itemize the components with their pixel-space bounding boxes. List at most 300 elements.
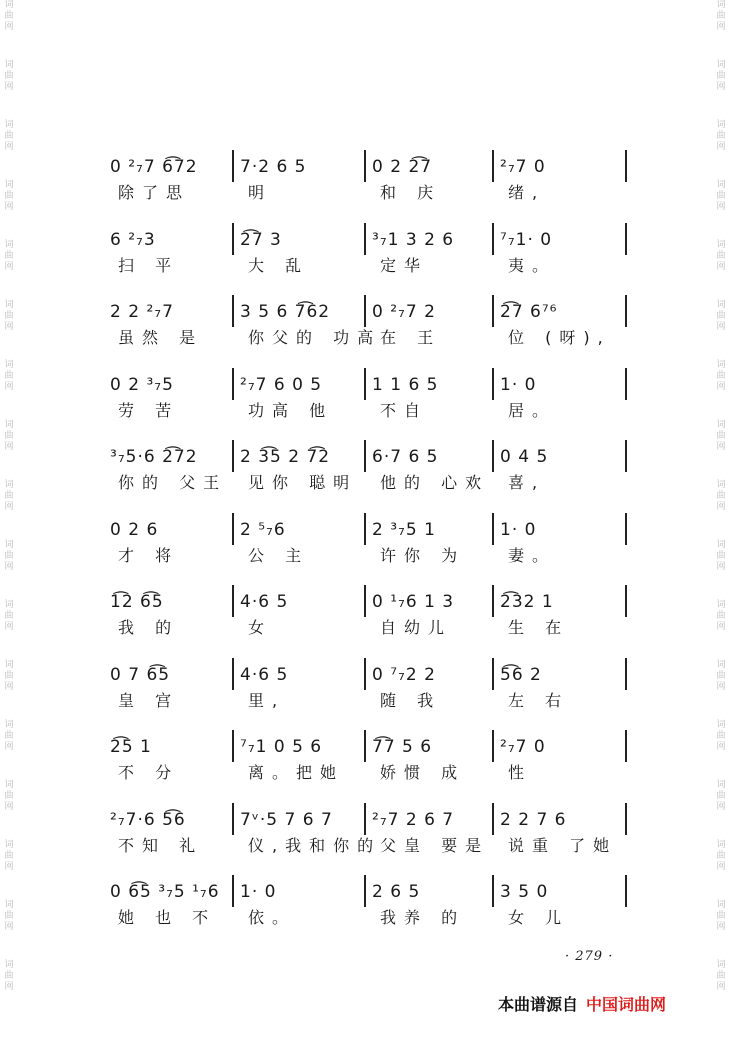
lyric-segment: 女 儿: [508, 908, 570, 927]
lyric-segment: 绪,: [508, 183, 546, 202]
bar-line: [625, 295, 627, 327]
watermark-char: 网: [4, 682, 14, 692]
measure-notes: 0 2 6: [110, 519, 159, 540]
watermark-char: 网: [716, 682, 726, 692]
bar-line: [232, 150, 234, 182]
bar-line: [492, 585, 494, 617]
watermark-unit: [2, 180, 16, 240]
watermark-char: 网: [4, 862, 14, 872]
lyric-segment: 除了思: [118, 183, 191, 202]
watermark-char: 词: [716, 480, 726, 490]
notes-line: [110, 438, 620, 472]
watermark-char: 曲: [716, 431, 726, 441]
notes-line: [110, 583, 620, 617]
watermark-char: 词: [4, 780, 14, 790]
measure-notes: 0 ¹₇6 1 3: [372, 592, 455, 612]
bar-line: [232, 513, 234, 545]
measure-notes: 0 ⁷₇2 2: [372, 664, 436, 685]
measure-notes: 2͡32 1: [500, 592, 554, 612]
measure-notes: 2͡7 3: [240, 229, 282, 250]
watermark-char: 网: [4, 382, 14, 392]
bar-line: [364, 513, 366, 545]
watermark-char: 曲: [4, 791, 14, 801]
lyric-segment: 娇惯 成: [380, 763, 466, 782]
watermark-char: 网: [4, 262, 14, 272]
watermark-char: 网: [4, 82, 14, 92]
watermark-char: 词: [4, 240, 14, 250]
watermark-char: 网: [4, 142, 14, 152]
lyrics-line: [110, 543, 620, 569]
measure-notes: ³₇1 3 2 6: [372, 229, 455, 250]
score-row: [100, 728, 640, 798]
watermark-char: 网: [4, 922, 14, 932]
bar-line: [232, 658, 234, 690]
watermark-char: 词: [4, 420, 14, 430]
watermark-char: 曲: [4, 251, 14, 261]
watermark-char: 曲: [716, 971, 726, 981]
watermark-char: 网: [716, 802, 726, 812]
watermark-unit: [714, 180, 728, 240]
watermark-unit: [714, 900, 728, 960]
lyric-segment: 说重 了她: [508, 835, 618, 855]
watermark-unit: [714, 420, 728, 480]
lyric-segment: 不 分: [118, 763, 180, 782]
watermark-char: 曲: [4, 851, 14, 861]
lyric-segment: 我 的: [118, 618, 180, 637]
measure-notes: 4·6 5: [240, 592, 289, 612]
watermark-char: 曲: [716, 71, 726, 81]
watermark-char: 词: [4, 900, 14, 910]
measure-notes: ²₇7·6 5͡6: [110, 809, 186, 830]
watermark-char: 词: [716, 0, 726, 10]
bar-line: [625, 368, 627, 400]
lyric-segment: 自幼儿: [380, 618, 453, 637]
watermark-unit: [2, 360, 16, 420]
measure-notes: 2 2 ²₇7: [110, 302, 174, 322]
measure-notes: 2 ³₇5 1: [372, 519, 436, 540]
source-credit: [498, 992, 666, 1015]
notes-line: [110, 511, 620, 545]
watermark-char: 曲: [4, 971, 14, 981]
lyric-segment: 功高 他: [248, 400, 334, 420]
watermark-unit: [2, 660, 16, 720]
measure-notes: 0 7 6͡5: [110, 664, 171, 685]
lyrics-line: [110, 760, 620, 786]
lyrics-line: [110, 325, 620, 351]
score-row: [100, 438, 640, 508]
bar-line: [625, 803, 627, 835]
bar-line: [364, 585, 366, 617]
watermark-unit: [2, 0, 16, 60]
measure-notes: ²₇7 0: [500, 157, 546, 177]
watermark-unit: [714, 840, 728, 900]
lyric-segment: 位 (呀),: [508, 328, 611, 347]
watermark-char: 曲: [716, 491, 726, 501]
bar-line: [364, 295, 366, 327]
measure-notes: 0 ²₇7 6͡72: [110, 157, 198, 177]
watermark-unit: [714, 60, 728, 120]
watermark-unit: [714, 720, 728, 780]
lyric-segment: 她 也 不: [118, 908, 217, 927]
watermark-char: 词: [716, 780, 726, 790]
lyric-segment: 劳 苦: [118, 400, 180, 420]
measure-notes: 2͡7 6⁷⁶: [500, 302, 558, 322]
watermark-unit: [714, 780, 728, 840]
watermark-char: 网: [716, 742, 726, 752]
measure-notes: ²₇7 6 0 5: [240, 374, 323, 395]
watermark-unit: [714, 660, 728, 720]
watermark-char: 词: [4, 120, 14, 130]
notes-line: [110, 873, 620, 907]
measure-notes: ⁷₇1· 0: [500, 229, 553, 250]
watermark-char: 曲: [716, 11, 726, 21]
score-row: [100, 801, 640, 871]
lyrics-line: [110, 180, 620, 206]
lyric-segment: 喜,: [508, 473, 546, 492]
lyric-segment: 才 将: [118, 545, 180, 565]
lyric-segment: 在 王: [380, 328, 442, 347]
lyric-segment: 和 庆: [380, 183, 442, 202]
watermark-char: 词: [716, 720, 726, 730]
measure-notes: 3 5 6 7͡62: [240, 302, 331, 322]
watermark-char: 词: [716, 660, 726, 670]
bar-line: [232, 730, 234, 762]
lyric-segment: 你父的 功高: [248, 328, 382, 347]
bar-line: [625, 513, 627, 545]
lyric-segment: 见你 聪明: [248, 473, 358, 492]
watermark-char: 词: [4, 960, 14, 970]
watermark-char: 曲: [4, 131, 14, 141]
measure-notes: 2͡5 1: [110, 737, 152, 757]
score-row: [100, 511, 640, 581]
watermark-char: 词: [4, 60, 14, 70]
bar-line: [492, 440, 494, 472]
watermark-char: 网: [716, 922, 726, 932]
watermark-char: 曲: [716, 671, 726, 681]
watermark-unit: [2, 420, 16, 480]
lyrics-line: [110, 833, 620, 859]
watermark-char: 网: [4, 982, 14, 992]
bar-line: [364, 658, 366, 690]
watermark-char: 曲: [4, 431, 14, 441]
watermark-char: 曲: [716, 791, 726, 801]
lyrics-line: [110, 470, 620, 496]
watermark-char: 网: [716, 22, 726, 32]
measure-notes: 7͡7 5 6: [372, 737, 433, 757]
watermark-char: 词: [716, 240, 726, 250]
lyric-segment: 依。: [248, 908, 297, 927]
watermark-char: 网: [716, 502, 726, 512]
watermark-char: 网: [4, 742, 14, 752]
bar-line: [492, 730, 494, 762]
measure-notes: 0 2 ³₇5: [110, 374, 174, 395]
lyric-segment: 妻。: [508, 545, 557, 565]
bar-line: [364, 440, 366, 472]
lyric-segment: 你的 父王: [118, 473, 228, 492]
watermark-char: 网: [716, 322, 726, 332]
watermark-char: 词: [716, 360, 726, 370]
watermark-unit: [714, 480, 728, 540]
watermark-char: 词: [4, 540, 14, 550]
lyric-segment: 生 在: [508, 618, 570, 637]
bar-line: [492, 368, 494, 400]
measure-notes: 1 1 6 5: [372, 374, 439, 395]
watermark-char: 曲: [716, 551, 726, 561]
bar-line: [625, 150, 627, 182]
watermark-char: 网: [716, 142, 726, 152]
lyrics-line: [110, 688, 620, 714]
lyric-segment: 仪,我和你的: [248, 835, 382, 855]
watermark-char: 词: [716, 180, 726, 190]
watermark-char: 网: [716, 442, 726, 452]
lyric-segment: 父皇 要是: [380, 835, 490, 855]
bar-line: [625, 875, 627, 907]
watermark-char: 词: [716, 960, 726, 970]
bar-line: [492, 513, 494, 545]
watermark-char: 词: [716, 600, 726, 610]
watermark-char: 曲: [4, 191, 14, 201]
lyric-segment: 左 右: [508, 690, 570, 710]
notes-line: [110, 801, 620, 835]
watermark-char: 网: [716, 262, 726, 272]
watermark-unit: [2, 840, 16, 900]
lyric-segment: 不知 礼: [118, 835, 204, 855]
watermark-unit: [2, 600, 16, 660]
score-row: [100, 656, 640, 726]
watermark-char: 词: [4, 300, 14, 310]
measure-notes: 1͡2 6͡5: [110, 592, 164, 612]
lyric-segment: 大 乱: [248, 255, 310, 275]
lyrics-line: [110, 615, 620, 641]
measure-notes: 7ᵛ·5 7 6 7: [240, 809, 333, 830]
watermark-char: 网: [716, 562, 726, 572]
watermark-char: 词: [716, 60, 726, 70]
watermark-unit: [714, 300, 728, 360]
bar-line: [232, 295, 234, 327]
notes-line: [110, 293, 620, 327]
measure-notes: 2 3͡5 2 7͡2: [240, 447, 331, 467]
measure-notes: 0 6͡5 ³₇5 ¹₇6: [110, 882, 220, 902]
source-brand[interactable]: 中国词曲网: [586, 995, 667, 1014]
watermark-char: 词: [4, 360, 14, 370]
lyric-segment: 许你 为: [380, 545, 466, 565]
watermark-char: 曲: [4, 551, 14, 561]
watermark-char: 词: [4, 0, 14, 10]
measure-notes: 6·7 6 5: [372, 447, 439, 467]
bar-line: [492, 658, 494, 690]
right-margin-watermark: [714, 0, 728, 1040]
watermark-char: 网: [4, 442, 14, 452]
watermark-char: 词: [4, 600, 14, 610]
measure-notes: 0 ²₇7 2: [372, 302, 436, 322]
watermark-unit: [2, 300, 16, 360]
bar-line: [232, 440, 234, 472]
watermark-char: 曲: [4, 611, 14, 621]
bar-line: [364, 150, 366, 182]
watermark-char: 网: [4, 202, 14, 212]
bar-line: [364, 223, 366, 255]
measure-notes: 5͡6 2: [500, 664, 542, 685]
watermark-char: 词: [716, 420, 726, 430]
watermark-char: 网: [4, 562, 14, 572]
measure-notes: 2 6 5: [372, 882, 421, 902]
watermark-char: 网: [4, 22, 14, 32]
bar-line: [492, 150, 494, 182]
measure-notes: 1· 0: [500, 519, 537, 540]
watermark-char: 词: [716, 540, 726, 550]
measure-notes: ³₇5·6 2͡72: [110, 447, 198, 467]
measure-notes: 0 2 2͡7: [372, 157, 433, 177]
bar-line: [492, 295, 494, 327]
measure-notes: ²₇7 0: [500, 737, 546, 757]
watermark-char: 曲: [4, 491, 14, 501]
bar-line: [364, 730, 366, 762]
watermark-char: 曲: [716, 851, 726, 861]
score-row: [100, 293, 640, 363]
lyric-segment: 虽然 是: [118, 328, 204, 347]
watermark-char: 曲: [4, 11, 14, 21]
bar-line: [232, 368, 234, 400]
watermark-char: 曲: [716, 371, 726, 381]
score-row: [100, 221, 640, 291]
lyric-segment: 我养 的: [380, 908, 466, 927]
bar-line: [364, 803, 366, 835]
bar-line: [492, 803, 494, 835]
watermark-char: 词: [716, 120, 726, 130]
lyric-segment: 扫 平: [118, 255, 180, 275]
watermark-unit: [2, 960, 16, 1020]
lyric-segment: 离。把她: [248, 763, 345, 782]
bar-line: [364, 875, 366, 907]
watermark-char: 网: [4, 802, 14, 812]
watermark-unit: [2, 60, 16, 120]
watermark-char: 曲: [4, 671, 14, 681]
measure-notes: 3 5 0: [500, 882, 549, 902]
watermark-char: 网: [716, 622, 726, 632]
bar-line: [232, 223, 234, 255]
lyrics-line: [110, 905, 620, 931]
lyric-segment: 性: [508, 763, 533, 782]
watermark-char: 曲: [716, 131, 726, 141]
watermark-char: 词: [716, 300, 726, 310]
watermark-char: 曲: [716, 251, 726, 261]
watermark-char: 曲: [716, 311, 726, 321]
watermark-char: 网: [4, 322, 14, 332]
watermark-unit: [714, 240, 728, 300]
lyric-segment: 皇 宫: [118, 690, 180, 710]
watermark-unit: [714, 540, 728, 600]
measure-notes: 1· 0: [240, 882, 277, 902]
page-number: · 279 ·: [565, 949, 614, 964]
notes-line: [110, 728, 620, 762]
notes-line: [110, 148, 620, 182]
source-label: 本曲谱源自: [498, 995, 579, 1014]
notes-line: [110, 366, 620, 400]
watermark-char: 网: [716, 202, 726, 212]
lyric-segment: 定华: [380, 255, 429, 275]
watermark-char: 曲: [716, 911, 726, 921]
bar-line: [232, 585, 234, 617]
watermark-unit: [2, 480, 16, 540]
bar-line: [625, 585, 627, 617]
watermark-char: 曲: [716, 731, 726, 741]
measure-notes: ²₇7 2 6 7: [372, 809, 455, 830]
watermark-char: 词: [4, 180, 14, 190]
bar-line: [625, 223, 627, 255]
watermark-char: 曲: [4, 911, 14, 921]
watermark-char: 网: [716, 982, 726, 992]
watermark-char: 词: [4, 720, 14, 730]
watermark-char: 网: [716, 82, 726, 92]
score-row: [100, 873, 640, 943]
watermark-char: 词: [4, 480, 14, 490]
watermark-char: 网: [716, 862, 726, 872]
watermark-char: 网: [716, 382, 726, 392]
watermark-char: 曲: [4, 371, 14, 381]
measure-notes: 2 2 7 6: [500, 809, 567, 830]
watermark-unit: [714, 0, 728, 60]
watermark-unit: [714, 600, 728, 660]
watermark-char: 曲: [4, 311, 14, 321]
lyrics-line: [110, 253, 620, 279]
watermark-char: 曲: [716, 191, 726, 201]
left-margin-watermark: [2, 0, 16, 1040]
watermark-unit: [2, 540, 16, 600]
bar-line: [364, 368, 366, 400]
lyric-segment: 明: [248, 183, 273, 202]
lyrics-line: [110, 398, 620, 424]
watermark-unit: [2, 720, 16, 780]
score-row: [100, 583, 640, 653]
bar-line: [232, 875, 234, 907]
lyric-segment: 随 我: [380, 690, 442, 710]
watermark-char: 曲: [4, 731, 14, 741]
watermark-unit: [2, 240, 16, 300]
watermark-char: 词: [716, 840, 726, 850]
measure-notes: ⁷₇1 0 5 6: [240, 737, 323, 757]
lyric-segment: 里,: [248, 690, 286, 710]
measure-notes: 7·2 6 5: [240, 157, 307, 177]
watermark-unit: [2, 900, 16, 960]
watermark-char: 词: [4, 840, 14, 850]
bar-line: [625, 730, 627, 762]
watermark-unit: [714, 960, 728, 1020]
watermark-char: 网: [4, 622, 14, 632]
measure-notes: 6 ²₇3: [110, 229, 156, 250]
measure-notes: 0 4 5: [500, 447, 549, 467]
watermark-char: 曲: [716, 611, 726, 621]
lyric-segment: 他的 心欢: [380, 473, 490, 492]
measure-notes: 2 ⁵₇6: [240, 519, 286, 540]
lyric-segment: 不自: [380, 400, 429, 420]
lyric-segment: 居。: [508, 400, 557, 420]
watermark-unit: [714, 360, 728, 420]
bar-line: [232, 803, 234, 835]
lyric-segment: 女: [248, 618, 273, 637]
bar-line: [625, 440, 627, 472]
score-row: [100, 366, 640, 436]
lyric-segment: 公 主: [248, 545, 310, 565]
watermark-unit: [2, 120, 16, 180]
watermark-char: 网: [4, 502, 14, 512]
bar-line: [492, 223, 494, 255]
watermark-unit: [714, 120, 728, 180]
bar-line: [625, 658, 627, 690]
watermark-unit: [2, 780, 16, 840]
score-row: [100, 148, 640, 218]
watermark-char: 词: [4, 660, 14, 670]
watermark-char: 曲: [4, 71, 14, 81]
